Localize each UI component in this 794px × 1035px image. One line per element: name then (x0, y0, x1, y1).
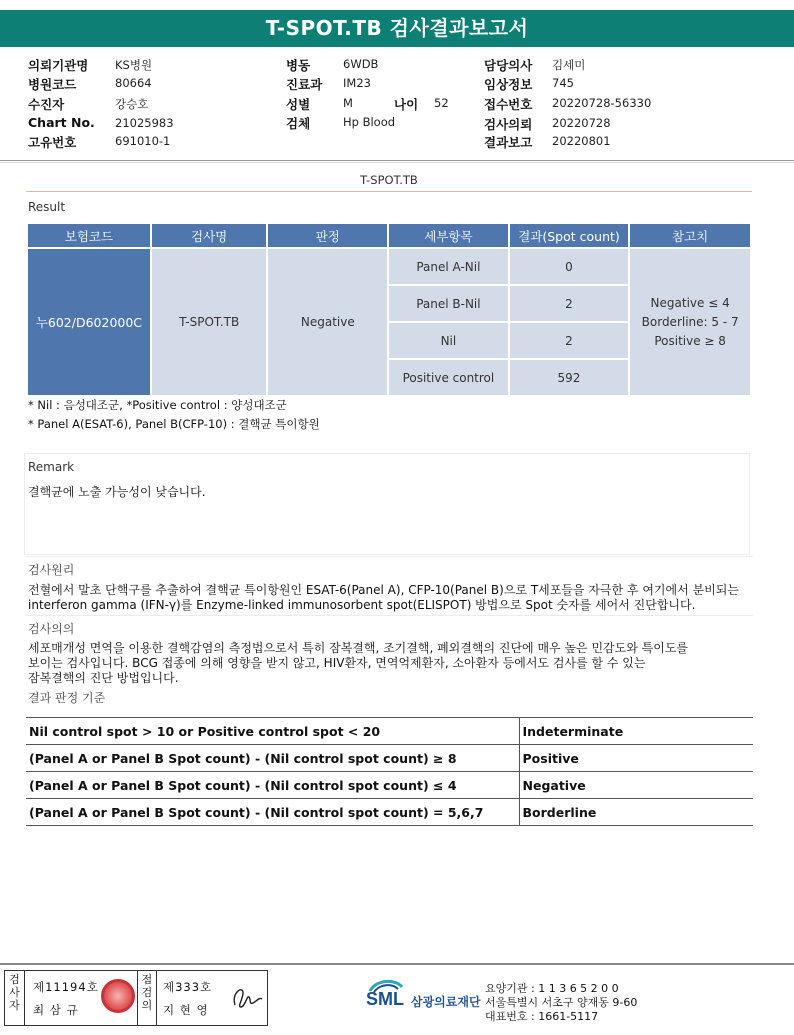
sub-item: Panel A-Nil (389, 249, 508, 284)
column-header: 검사명 (152, 224, 267, 247)
reviewer-name: 지 현 영 (163, 1003, 209, 1017)
signature-icon (229, 979, 265, 1015)
remark-title: Remark (28, 460, 75, 474)
report-title: T-SPOT.TB 검사결과보고서 (0, 10, 794, 47)
principle-title: 검사원리 (28, 563, 75, 577)
info-value: Hp Blood (343, 115, 396, 129)
section-title: T-SPOT.TB (360, 173, 418, 187)
table-row (26, 745, 753, 772)
criteria-table (26, 717, 753, 826)
org-name: 삼광의료재단 (411, 995, 481, 1009)
patient-info (0, 55, 794, 155)
info-value: KS병원 (115, 58, 153, 72)
info-label: 병동 (286, 58, 311, 73)
signature-box (4, 970, 268, 1026)
column-header: 참고치 (630, 224, 750, 247)
result-table (26, 222, 752, 397)
examiner-name: 최 삼 규 (33, 1003, 79, 1017)
sub-item: Nil (389, 323, 508, 358)
spot-count: 2 (510, 323, 629, 358)
criteria-condition: (Panel A or Panel B Spot count) - (Nil control spot count) ≥ 8 (26, 745, 519, 772)
header-divider (0, 162, 794, 163)
remark-text: 결핵균에 노출 가능성이 낮습니다. (28, 485, 206, 499)
info-label: 의뢰기관명 (28, 58, 89, 73)
significance-title: 검사의의 (28, 622, 75, 636)
info-value: 20220728-56330 (552, 96, 652, 110)
reviewer-label: 점검의 (137, 971, 157, 1025)
table-row (26, 718, 753, 745)
spot-count: 0 (510, 249, 629, 284)
footnote: * Nil : 음성대조군, *Positive control : 양성대조군 (28, 398, 287, 412)
info-value: M (343, 96, 353, 110)
column-header: 결과(Spot count) (510, 224, 629, 247)
info-value: 김세미 (552, 58, 586, 72)
column-header: 세부항목 (389, 224, 508, 247)
judgement: Negative (268, 249, 387, 395)
examiner-label: 검사자 (5, 971, 25, 1025)
criteria-result: Indeterminate (519, 718, 753, 745)
section-divider (26, 615, 753, 616)
info-value: 691010-1 (115, 134, 171, 148)
sub-item: Positive control (389, 360, 508, 395)
spot-count: 2 (510, 286, 629, 321)
significance-line: 보이는 검사입니다. BCG 접종에 의해 영향을 받지 않고, HIV환자, 면역억제환자, 소아환자 등에서도 검사를 할 수 있는 (28, 656, 646, 670)
info-value: IM23 (343, 76, 371, 90)
info-value: 80664 (115, 76, 152, 90)
reference-range (630, 249, 750, 395)
info-label: 임상정보 (484, 77, 533, 92)
criteria-result: Positive (519, 745, 753, 772)
org-info-line: 요양기관 : 1 1 3 6 5 2 0 0 (485, 982, 619, 995)
table-row (28, 249, 750, 284)
info-value: 21025983 (115, 116, 174, 130)
info-label: 검사의뢰 (484, 117, 533, 132)
info-value: 20220728 (552, 116, 611, 130)
remark-box (24, 453, 750, 555)
info-label: 담당의사 (484, 58, 533, 73)
test-name: T-SPOT.TB (152, 249, 267, 395)
criteria-condition: Nil control spot > 10 or Positive control spot < 20 (26, 718, 519, 745)
criteria-result: Borderline (519, 799, 753, 826)
info-label: 진료과 (286, 77, 323, 92)
column-header: 판정 (268, 224, 387, 247)
section-divider (26, 556, 753, 557)
info-value: 20220801 (552, 134, 611, 148)
criteria-condition: (Panel A or Panel B Spot count) - (Nil control spot count) = 5,6,7 (26, 799, 519, 826)
info-label: 수진자 (28, 97, 65, 112)
sub-item: Panel B-Nil (389, 286, 508, 321)
info-label: 검체 (286, 116, 311, 131)
header-divider (0, 160, 794, 161)
info-label: 고유번호 (28, 135, 77, 150)
info-value: 강승호 (115, 97, 149, 111)
seal-stamp-icon (101, 979, 135, 1013)
footer-divider (0, 963, 794, 965)
insurance-code: 누602/D602000C (28, 249, 150, 395)
info-label: Chart No. (28, 115, 95, 130)
criteria-condition: (Panel A or Panel B Spot count) - (Nil control spot count) ≤ 4 (26, 772, 519, 799)
sml-logo (366, 977, 486, 1021)
reference-line: Borderline: 5 - 7 (641, 314, 739, 329)
significance-line: 세포매개성 면역을 이용한 결핵감염의 측정법으로서 특히 잠복결핵, 조기결핵, 폐외결핵의 진단에 매우 높은 민감도와 특이도를 (28, 641, 689, 655)
principle-line: 전혈에서 말초 단핵구를 추출하여 결핵균 특이항원인 ESAT-6(Panel A), CFP-10(Panel B)으로 T세포들을 자극한 후 여기에서 분비되는 (28, 583, 739, 597)
criteria-title: 결과 판정 기준 (28, 691, 106, 705)
criteria-result: Negative (519, 772, 753, 799)
spot-count: 592 (510, 360, 629, 395)
column-header: 보험코드 (28, 224, 150, 247)
reference-line: Negative ≤ 4 (650, 295, 730, 310)
info-value: 52 (434, 96, 449, 110)
table-header-row (28, 224, 750, 247)
logo-text: SML (366, 989, 404, 1009)
info-label: 결과보고 (484, 135, 533, 150)
section-divider (26, 191, 752, 192)
org-info-line: 대표번호 : 1661-5117 (485, 1010, 599, 1023)
footnote: * Panel A(ESAT-6), Panel B(CFP-10) : 결핵균 특이항원 (28, 417, 320, 431)
table-row (26, 772, 753, 799)
table-row (26, 799, 753, 826)
info-label: 접수번호 (484, 97, 533, 112)
org-info-line: 서울특별시 서초구 양재동 9-60 (485, 996, 638, 1009)
info-label: 나이 (394, 97, 419, 112)
significance-line: 잠복결핵의 진단 방법입니다. (28, 671, 179, 685)
info-label: 병원코드 (28, 77, 77, 92)
info-value: 6WDB (343, 57, 379, 71)
examiner-number: 제11194호 (33, 980, 99, 994)
reviewer-number: 제333호 (163, 980, 213, 994)
reference-line: Positive ≥ 8 (654, 333, 726, 348)
principle-line: interferon gamma (IFN-γ)를 Enzyme-linked immunosorbent spot(ELISPOT) 방법으로 Spot 숫자를 세어서 진단합니다. (28, 598, 696, 612)
result-label: Result (28, 200, 66, 214)
info-label: 성별 (286, 97, 311, 112)
info-value: 745 (552, 76, 574, 90)
